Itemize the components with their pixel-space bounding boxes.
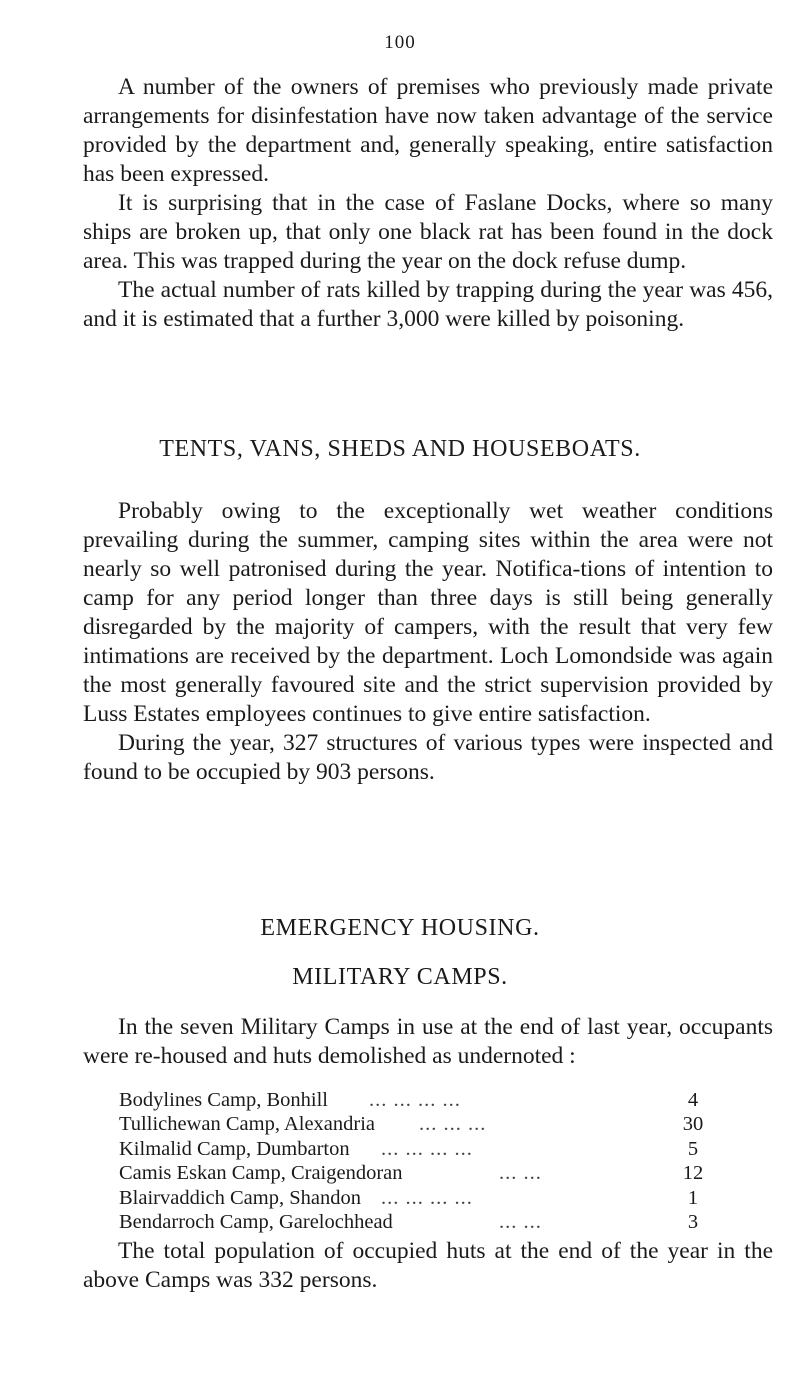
camp-count: 3 xyxy=(687,1210,699,1233)
section-heading-military-camps: MILITARY CAMPS. xyxy=(292,964,508,990)
military-section xyxy=(83,1013,773,1071)
page-number: 100 xyxy=(384,32,416,53)
section-heading-tents: TENTS, VANS, SHEDS AND HOUSEBOATS. xyxy=(159,436,641,462)
camp-name: Bendarroch Camp, Garelochhead xyxy=(119,1210,393,1233)
paragraph: The total population of occupied huts at the end of the year in the above Camps was 332 persons. xyxy=(83,1238,773,1293)
paragraph: During the year, 327 structures of various types were inspected and found to be occupied by 903 persons. xyxy=(83,730,773,785)
camp-name: Camis Eskan Camp, Craigendoran xyxy=(119,1162,403,1185)
camp-name: Bodylines Camp, Bonhill xyxy=(119,1089,328,1111)
camp-name: Kilmalid Camp, Dumbarton xyxy=(119,1137,350,1160)
leader-dots: ... ... ... xyxy=(419,1113,487,1136)
camp-list xyxy=(119,1088,713,1234)
paragraph: The actual number of rats killed by trapping during the year was 456, and it is estimated that a further 3,000 were killed by poisoning. xyxy=(83,277,773,332)
leader-dots: ... ... ... ... xyxy=(381,1186,473,1209)
list-item xyxy=(119,1112,713,1136)
camp-name: Tullichewan Camp, Alexandria xyxy=(119,1113,376,1136)
list-item xyxy=(119,1186,713,1210)
leader-dots: ... ... ... ... xyxy=(381,1137,473,1160)
leader-dots: ... ... xyxy=(499,1162,542,1185)
paragraph: It is surprising that in the case of Faslane Docks, where so many ships are broken up, that only one black rat has been found in the dock area. This was trapped during the year on the dock refuse dump. xyxy=(83,190,773,274)
list-item xyxy=(119,1210,713,1234)
leader-dots: ... ... xyxy=(499,1210,542,1233)
camp-count: 4 xyxy=(687,1089,699,1111)
paragraph: Probably owing to the exceptionally wet weather conditions prevailing during the summer, camping sites within the area were not nearly so well patronised during the year. Notifica-tions of intention to camp for any period longer than three days is still being generally disregarded by the majority of campers, with the result that very few intimations are received by the department. Loch Lomondside was again the most generally favoured site and the strict supervision provided by Luss Estates employees continues to give entire satisfaction. xyxy=(83,498,773,727)
list-item xyxy=(119,1088,713,1112)
camp-count: 1 xyxy=(687,1186,699,1209)
tents-section xyxy=(83,497,773,787)
paragraph: A number of the owners of premises who previously made private arrangements for disinfestation have now taken advantage of the service provided by the department and, generally speaking, entire satisfaction has been expressed. xyxy=(83,74,773,187)
camp-count: 30 xyxy=(682,1113,704,1136)
closing-section xyxy=(83,1237,773,1295)
list-item xyxy=(119,1161,713,1185)
section-heading-emergency-housing: EMERGENCY HOUSING. xyxy=(260,915,540,941)
intro-section xyxy=(83,73,773,334)
camp-count: 5 xyxy=(687,1137,699,1160)
paragraph: In the seven Military Camps in use at the end of last year, occupants were re-housed and huts demolished as undernoted : xyxy=(83,1014,773,1069)
camp-count: 12 xyxy=(682,1162,704,1185)
camp-name: Blairvaddich Camp, Shandon xyxy=(119,1186,361,1209)
list-item xyxy=(119,1137,713,1161)
leader-dots: ... ... ... ... xyxy=(369,1089,461,1111)
